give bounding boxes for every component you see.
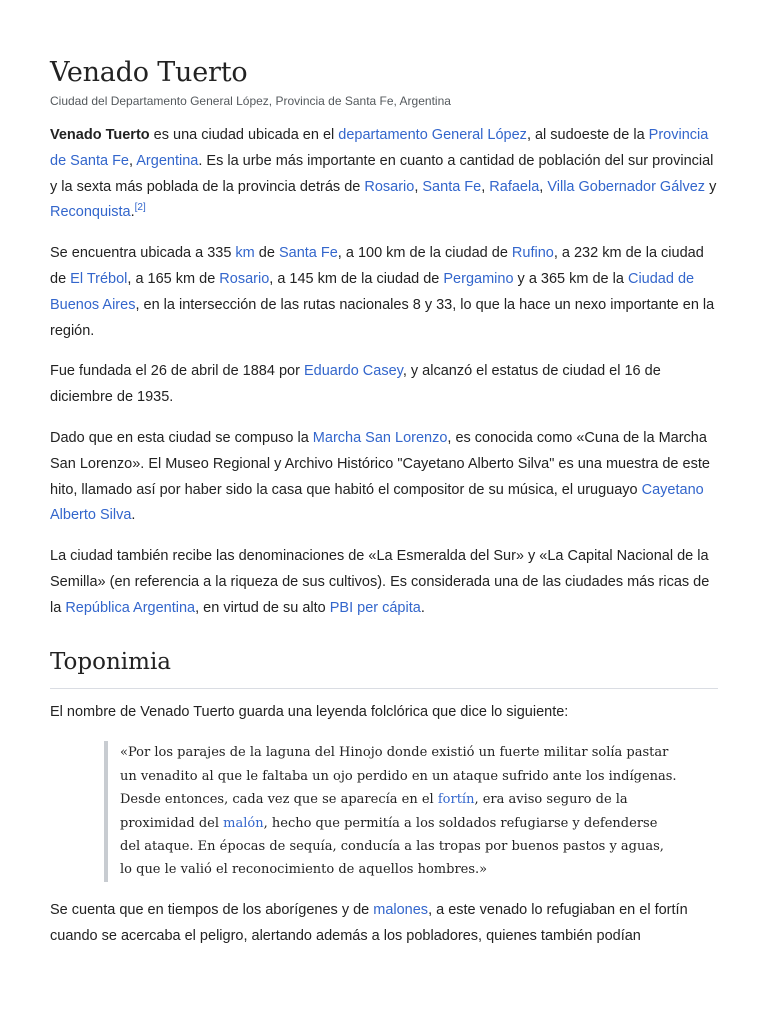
text-span: , a 165 km de (127, 270, 220, 287)
intro-paragraph-4 (50, 426, 718, 529)
link-republica-argentina[interactable]: República Argentina (65, 599, 196, 616)
link-pergamino[interactable]: Pergamino (443, 270, 514, 287)
link-km[interactable]: km (235, 245, 255, 262)
bold-city-name: Venado Tuerto (50, 127, 150, 143)
link-reconquista[interactable]: Reconquista (50, 204, 131, 221)
text-span: Se cuenta que en tiempos de los aborígenes y de (50, 901, 374, 918)
link-villa-gobernador-galvez[interactable]: Villa Gobernador Gálvez (547, 178, 706, 195)
quote-text (120, 741, 680, 881)
blockquote (104, 741, 680, 881)
text-span: , (414, 178, 423, 195)
link-eduardo-casey[interactable]: Eduardo Casey (303, 363, 403, 380)
text-span: de (254, 245, 279, 262)
section-heading-toponimia: Toponimia (50, 646, 718, 689)
text-span: , a este venado lo refugiaban en el fortín cuando se acercaba el peligro, alertando además a los pobladores, quienes también podían (50, 901, 688, 944)
reference-link[interactable]: [2] (134, 202, 146, 214)
intro-paragraph-5 (50, 544, 718, 621)
link-rafaela[interactable]: Rafaela (489, 178, 540, 195)
page-title: Venado Tuerto (50, 57, 248, 88)
link-santa-fe[interactable]: Santa Fe (278, 245, 338, 262)
text-span: , es conocida como «Cuna de la Marcha San Lorenzo». El Museo Regional y Archivo Histórico "Cayetano Alberto Silva" es una muestra de este hito, llamado así por haber sido la casa que habitó el compositor de su música, el uruguayo (50, 429, 710, 498)
text-span: , al sudoeste de la (526, 127, 649, 143)
text-span: , (539, 178, 548, 195)
intro-paragraph-1 (50, 123, 718, 226)
text-span: Fue fundada el 26 de abril de 1884 por (50, 363, 304, 380)
text-span: , (129, 152, 137, 169)
text-span: es una ciudad ubicada en el (149, 127, 339, 143)
text-span: , y alcanzó el estatus de ciudad el 16 de diciembre de 1935. (50, 363, 661, 406)
text-span: , a 145 km de la ciudad de (269, 270, 444, 287)
link-cayetano-alberto-silva[interactable]: Cayetano Alberto Silva (50, 481, 704, 524)
article-content (50, 56, 718, 949)
link-el-trebol[interactable]: El Trébol (70, 270, 128, 287)
link-rosario[interactable]: Rosario (364, 178, 415, 195)
intro-paragraph-3 (50, 359, 718, 411)
text-span: , a 100 km de la ciudad de (337, 245, 512, 262)
text-span: , (481, 178, 490, 195)
link-argentina[interactable]: Argentina (136, 152, 199, 169)
toponimia-paragraph-1: El nombre de Venado Tuerto guarda una leyenda folclórica que dice lo siguiente: (50, 703, 569, 720)
text-span: . (420, 599, 425, 616)
text-span: , en virtud de su alto (195, 599, 330, 616)
text-span: . (130, 204, 135, 221)
text-span: , en la intersección de las rutas nacionales 8 y 33, lo que la hace un nexo importante en la región. (50, 296, 715, 339)
text-span: . (131, 507, 136, 524)
link-malon[interactable]: malón (223, 815, 264, 831)
text-span: , a 232 km de la ciudad de (50, 245, 704, 287)
link-departamento-general-lopez[interactable]: departamento General López (338, 127, 527, 143)
text-span: Se encuentra ubicada a 335 (50, 245, 236, 262)
text-span: «Por los parajes de la laguna del Hinojo donde existió un fuerte militar solía pastar un venadito al que le faltaba un ojo perdido en un ataque sufrido ante los indígenas. Desde entonces, cada vez que se aparecía en el (120, 745, 677, 808)
text-span: Dado que en esta ciudad se compuso la (50, 429, 313, 446)
intro-paragraph-2 (50, 241, 718, 344)
link-marcha-san-lorenzo[interactable]: Marcha San Lorenzo (312, 429, 448, 446)
link-santa-fe[interactable]: Santa Fe (422, 178, 482, 195)
text-span: La ciudad también recibe las denominaciones de «La Esmeralda del Sur» y «La Capital Nacional de la Semilla» (en referencia a la riqueza de sus cultivos). Es considerada una de las ciudades más ricas de la (50, 548, 710, 616)
toponimia-paragraph-2 (50, 898, 718, 950)
text-span: , era aviso seguro de la proximidad del (120, 792, 628, 831)
page-subtitle: Ciudad del Departamento General López, Provincia de Santa Fe, Argentina (50, 94, 451, 108)
text-span: y a 365 km de la (513, 270, 628, 287)
link-malones[interactable]: malones (373, 901, 429, 918)
link-rosario[interactable]: Rosario (219, 270, 270, 287)
link-ciudad-de-buenos-aires[interactable]: Ciudad de Buenos Aires (50, 270, 695, 313)
link-rufino[interactable]: Rufino (511, 245, 554, 262)
text-span: . Es la urbe más importante en cuanto a cantidad de población del sur provincial y la sexta más poblada de la provincia detrás de (50, 152, 714, 195)
link-pbi-per-capita[interactable]: PBI per cápita (329, 599, 421, 616)
text-span: y (705, 178, 717, 195)
text-span: , hecho que permitía a los soldados refugiarse y defenderse del ataque. En épocas de sequía, conducía a las tropas por buenos pastos y aguas, lo que le valió el reconocimiento de aquellos hombres.» (120, 815, 664, 878)
link-fortin[interactable]: fortín (437, 792, 475, 808)
link-provincia-de-santa-fe[interactable]: Provincia de Santa Fe (50, 127, 709, 169)
